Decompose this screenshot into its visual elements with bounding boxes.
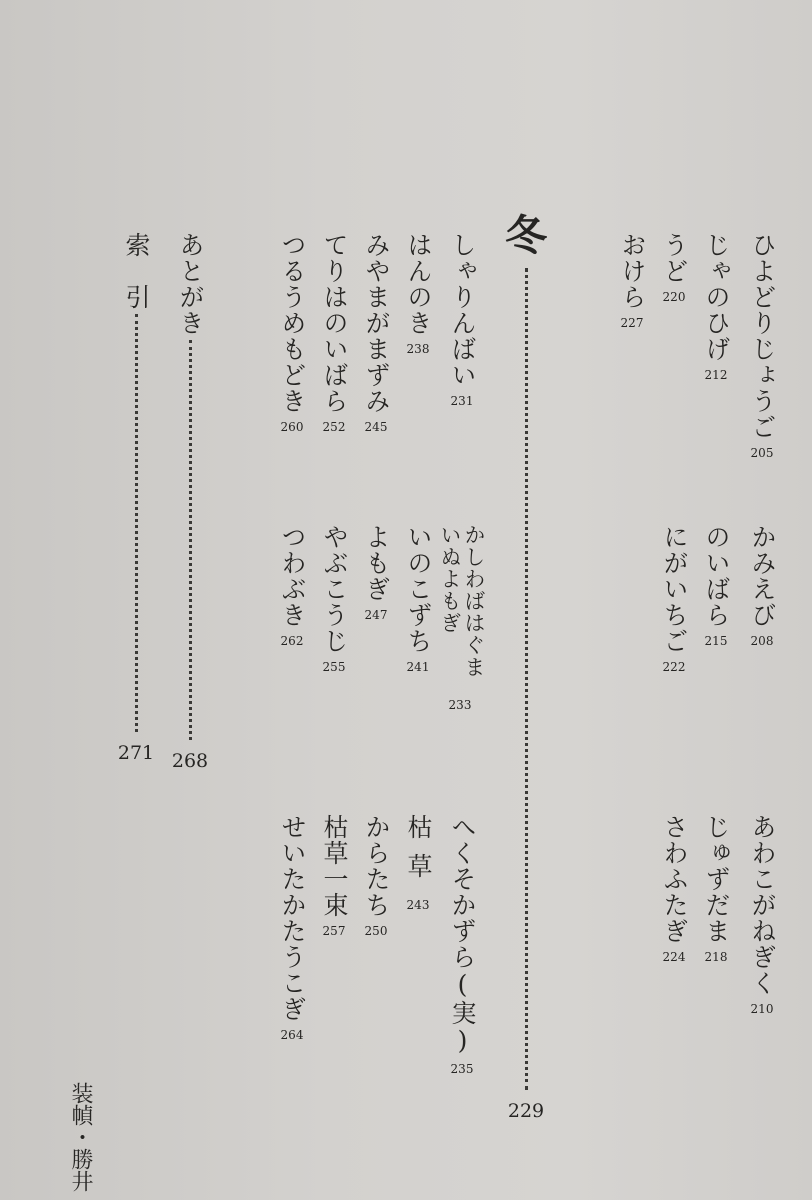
toc-entry — [316, 524, 352, 674]
toc-entry — [400, 814, 436, 912]
toc-entry-title: うど — [660, 232, 689, 284]
toc-entry — [656, 814, 692, 964]
toc-entry-title: ひよどりじょうご — [748, 232, 777, 440]
toc-entry-title: つるうめもどき — [278, 232, 307, 414]
toc-entry-title: いのこずち — [404, 524, 433, 654]
toc-entry — [316, 814, 352, 938]
toc-entry — [358, 814, 394, 938]
section-winter — [504, 211, 548, 1122]
toc-entry-page: 252 — [322, 420, 346, 434]
afterword-title: あとがき — [176, 232, 205, 336]
dot-leader — [189, 340, 192, 740]
toc-entry-title: はんのき — [404, 232, 433, 336]
toc-entry-title: のいばら — [702, 524, 731, 628]
toc-entry-page: 227 — [620, 316, 644, 330]
toc-entry — [274, 232, 310, 434]
toc-entry — [316, 232, 352, 434]
toc-entry-page: 262 — [280, 634, 304, 648]
toc-entry-title: やぶこうじ — [320, 524, 349, 654]
dot-leader — [135, 314, 138, 732]
cover-design-credit: 装幀・勝井 — [68, 1082, 93, 1192]
toc-entry-title: へくそかずら(実) — [448, 814, 477, 1056]
toc-entry — [444, 232, 480, 408]
toc-entry — [698, 232, 734, 382]
toc-entry — [656, 524, 692, 674]
toc-entry-page: 238 — [406, 342, 430, 356]
toc-entry-title: 枯草一束 — [320, 814, 349, 918]
toc-entry-title: おけら — [618, 232, 647, 310]
toc-entry-title: つわぶき — [278, 524, 307, 628]
toc-entry-page: 264 — [280, 1028, 304, 1042]
toc-entry-page: 247 — [364, 608, 388, 622]
toc-entry-title: 枯草 — [404, 814, 433, 892]
toc-entry — [400, 232, 436, 356]
toc-entry-page: 205 — [750, 446, 774, 460]
toc-entry-page: 260 — [280, 420, 304, 434]
toc-entry-page: 231 — [450, 394, 474, 408]
section-winter-title: 冬 — [504, 211, 547, 260]
toc-entry — [614, 232, 650, 330]
index-title: 索 引 — [122, 232, 151, 310]
toc-entry-page: 241 — [406, 660, 430, 674]
toc-entry-title: からたち — [362, 814, 391, 918]
toc-entry-page: 212 — [704, 368, 728, 382]
toc-entry-title: しゃりんばい — [448, 232, 477, 388]
toc-entry-page: 210 — [750, 1002, 774, 1016]
afterword-page: 268 — [171, 750, 209, 772]
toc-entry — [274, 814, 310, 1042]
toc-entry-title: かしわばはぐま — [462, 524, 486, 678]
toc-entry — [698, 814, 734, 964]
toc-entry-page: 233 — [448, 698, 472, 712]
toc-entry-page: 250 — [364, 924, 388, 938]
toc-entry-title: さわふたぎ — [660, 814, 689, 944]
dot-leader — [525, 268, 528, 1090]
toc-entry-page: 245 — [364, 420, 388, 434]
toc-entry-page: 218 — [704, 950, 728, 964]
toc-entry-page: 255 — [322, 660, 346, 674]
toc-entry-title: てりはのいばら — [320, 232, 349, 414]
toc-entry — [358, 524, 394, 622]
toc-index — [116, 232, 156, 764]
section-winter-page: 229 — [507, 1100, 545, 1122]
toc-entry-page: 243 — [406, 898, 430, 912]
toc-entry — [744, 524, 780, 648]
toc-entry — [698, 524, 734, 648]
toc-entry-page: 222 — [662, 660, 686, 674]
toc-entry-title: せいたかたうこぎ — [278, 814, 307, 1022]
toc-entry-page: 257 — [322, 924, 346, 938]
toc-entry-page: 224 — [662, 950, 686, 964]
toc-entry — [358, 232, 394, 434]
toc-entry — [744, 232, 780, 460]
toc-entry-page: 235 — [450, 1062, 474, 1076]
toc-entry-page-holder — [442, 692, 478, 712]
toc-afterword — [170, 232, 210, 772]
toc-entry-title: あわこがねぎく — [748, 814, 777, 996]
toc-entry — [444, 814, 480, 1076]
toc-entry-page: 220 — [662, 290, 686, 304]
toc-entry-page: 208 — [750, 634, 774, 648]
toc-entry-title: よもぎ — [362, 524, 391, 602]
toc-entry-title: いぬよもぎ — [438, 524, 462, 634]
toc-entry — [274, 524, 310, 648]
index-page: 271 — [117, 742, 155, 764]
toc-entry-title: じゅずだま — [702, 814, 731, 944]
toc-entry — [656, 232, 692, 304]
toc-entry-title: かみえび — [748, 524, 777, 628]
toc-entry — [744, 814, 780, 1016]
toc-entry-title: みやまがまずみ — [362, 232, 391, 414]
toc-entry-page: 215 — [704, 634, 728, 648]
toc-entry — [400, 524, 436, 674]
toc-entry — [432, 524, 468, 634]
toc-entry-title: にがいちご — [660, 524, 689, 654]
toc-entry-title: じゃのひげ — [702, 232, 731, 362]
